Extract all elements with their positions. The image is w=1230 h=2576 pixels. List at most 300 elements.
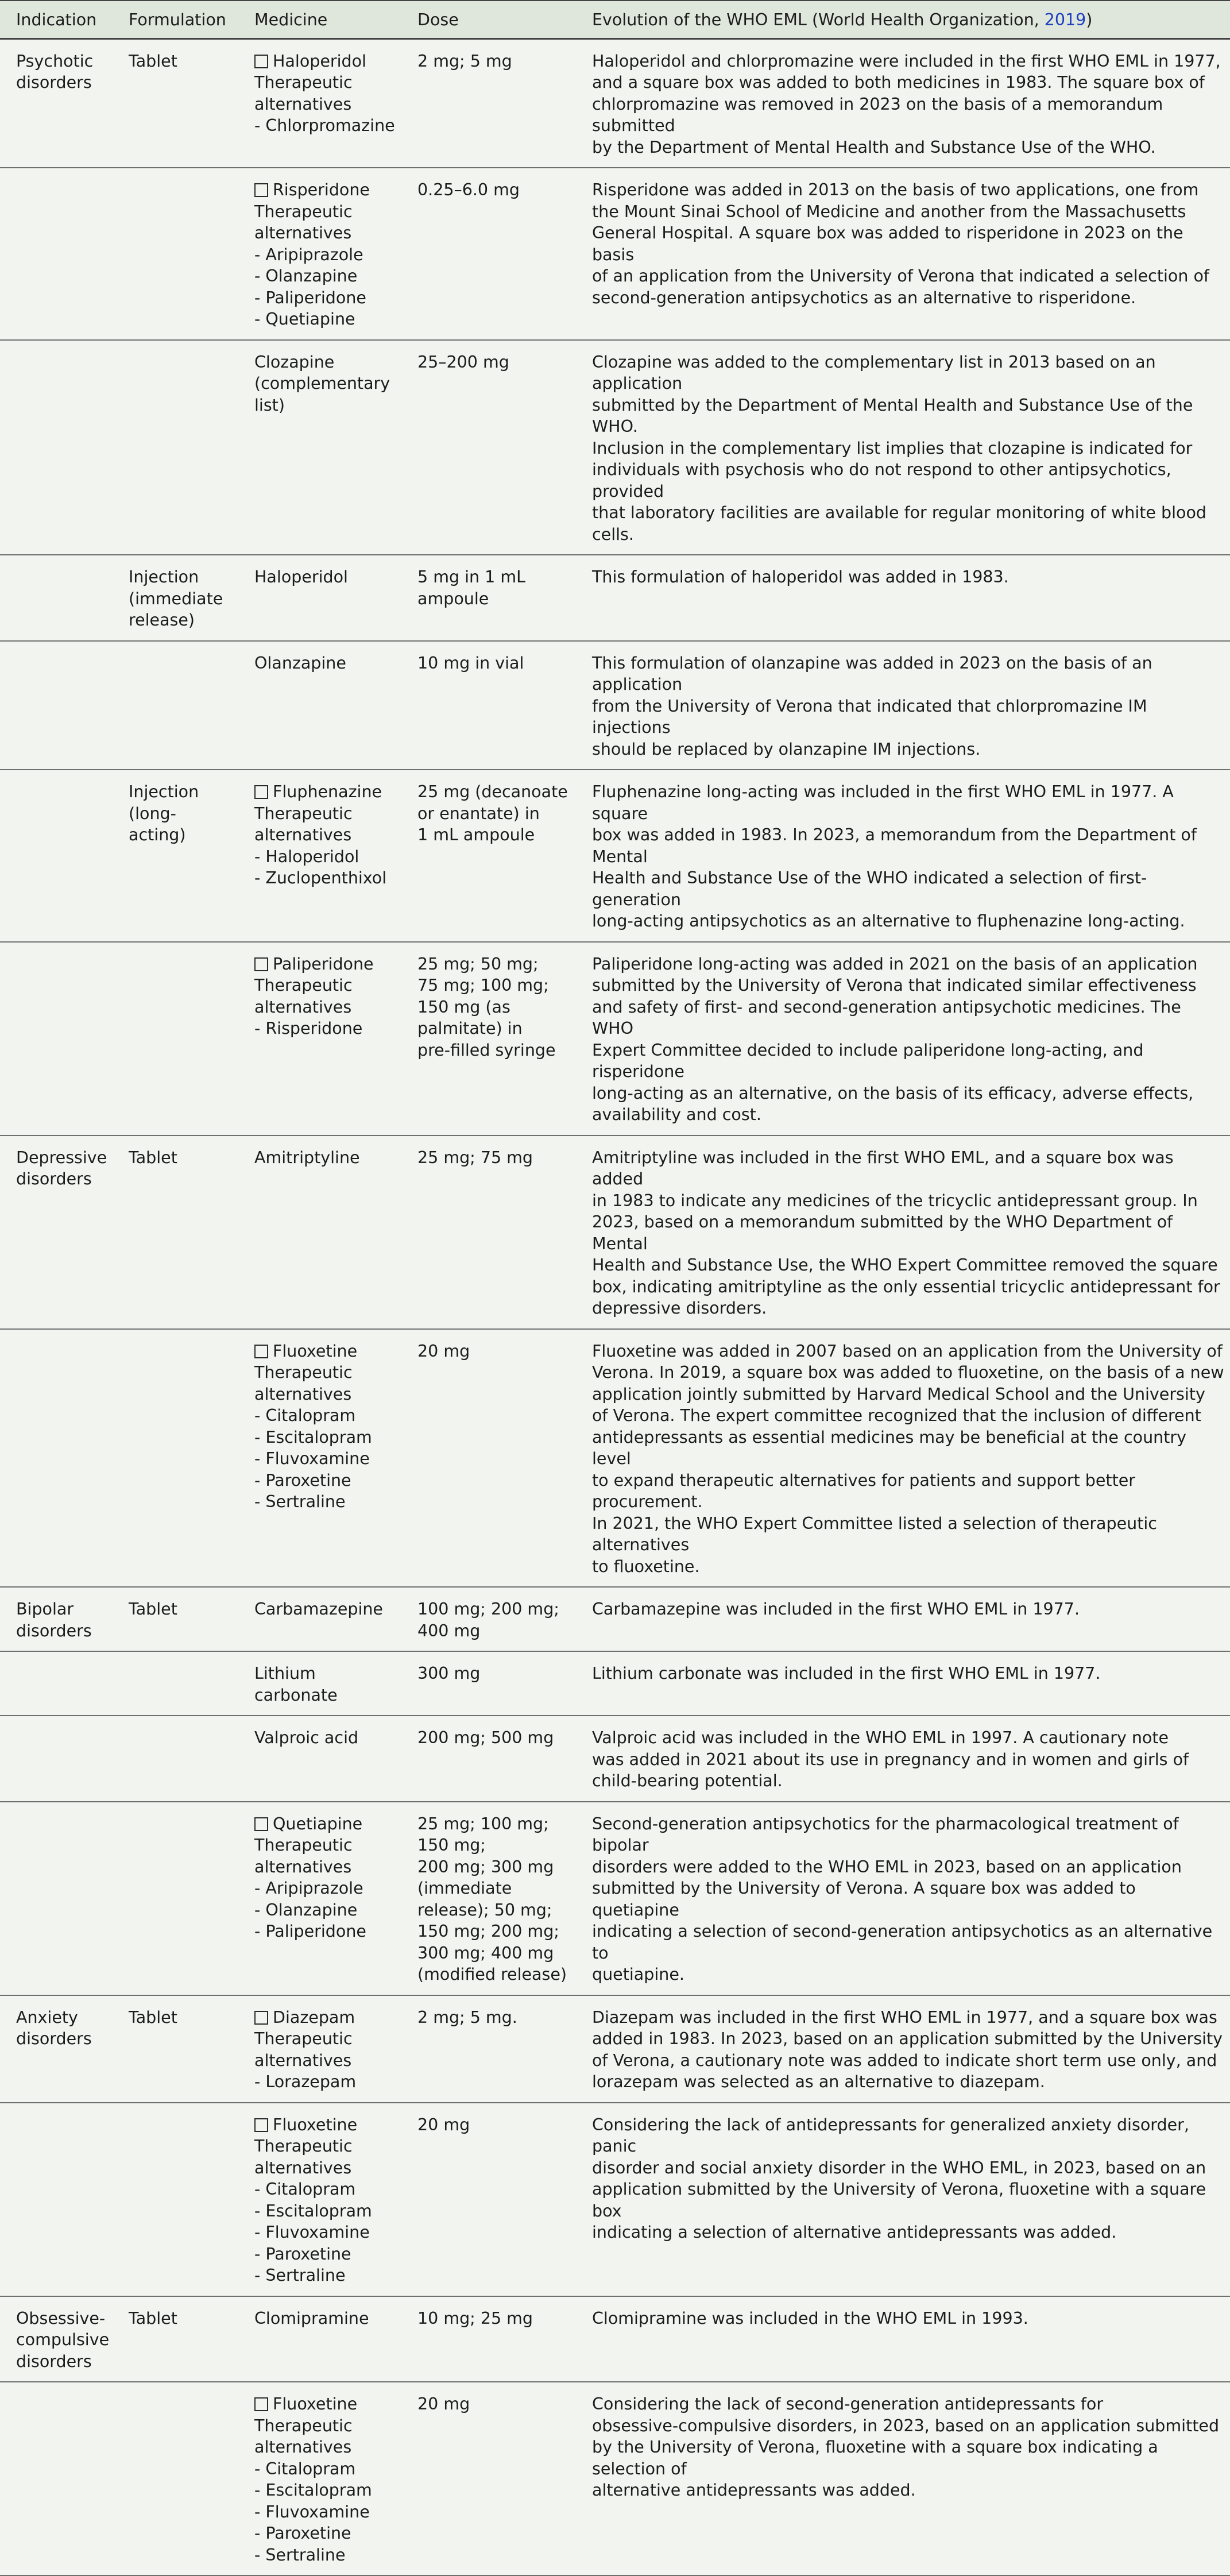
formulation-line [129, 2007, 233, 2029]
medicine-text: - Aripiprazole [254, 245, 363, 264]
evolution-text: second-generation antipsychotics as an alternative to risperidone. [592, 288, 1136, 307]
dose-text: 10 mg; 25 mg [417, 2308, 533, 2328]
evolution-line [592, 1878, 1224, 1921]
medicine-text: Therapeutic [254, 1836, 353, 1855]
medicine-text: Fluphenazine [273, 782, 382, 801]
evolution-text: disorder and social anxiety disorder in the WHO EML, in 2023, based on an [592, 2158, 1206, 2177]
medicine-text: Fluoxetine [273, 2395, 358, 2413]
medicine-text: - Citalopram [254, 1406, 356, 1425]
table-row [0, 168, 1230, 340]
indication-cell [0, 1136, 113, 1329]
medicine-text: - Escitalopram [254, 2481, 372, 2500]
medicine-text: - Risperidone [254, 1019, 363, 1038]
evolution-line [592, 72, 1224, 94]
formulation-cell [113, 1651, 238, 1716]
dose-text: (modified release) [417, 1965, 567, 1984]
indication-line [16, 51, 107, 72]
dose-line [417, 781, 570, 803]
evolution-text: should be replaced by olanzapine IM injections. [592, 739, 981, 759]
formulation-cell [113, 1716, 238, 1802]
medicine-text: Lithium [254, 1664, 316, 1683]
header-dose: Dose [401, 1, 576, 38]
square-box-icon [254, 183, 268, 197]
evolution-line [592, 1813, 1224, 1856]
dose-cell [401, 1587, 576, 1651]
indication-text: Psychotic [16, 51, 94, 71]
medicine-line [254, 2135, 396, 2157]
medicine-text: alternatives [254, 1384, 352, 1404]
table-row [0, 1995, 1230, 2103]
medicine-line [254, 1856, 396, 1878]
evolution-text: individuals with psychosis who do not respond to other antipsychotics, provided [592, 460, 1171, 501]
formulation-line [129, 781, 233, 803]
dose-cell [401, 2382, 576, 2575]
evolution-text: disorders were added to the WHO EML in 2023, based on an application [592, 1857, 1182, 1876]
dose-line [417, 2393, 570, 2415]
evolution-line [592, 566, 1224, 588]
medicine-cell [238, 1716, 401, 1802]
dose-cell [401, 942, 576, 1136]
evolution-line [592, 1598, 1224, 1620]
medicine-text: - Paliperidone [254, 1922, 366, 1941]
table-row [0, 770, 1230, 942]
evolution-cell [576, 168, 1230, 340]
indication-line [16, 1598, 107, 1620]
evolution-line [592, 459, 1224, 502]
dose-line [417, 1620, 570, 1642]
medicine-line [254, 373, 396, 395]
evolution-line [592, 2050, 1224, 2072]
table-row [0, 340, 1230, 555]
medicine-line [254, 1491, 396, 1513]
dose-line [417, 2308, 570, 2330]
evolution-line [592, 1147, 1224, 1190]
medicine-text: - Chlorpromazine [254, 116, 395, 135]
evolution-cell [576, 770, 1230, 942]
medicine-line [254, 201, 396, 223]
formulation-cell [113, 168, 238, 340]
dose-text: 2 mg; 5 mg. [417, 2007, 517, 2027]
evolution-text: Second-generation antipsychotics for the pharmacological treatment of bipolar [592, 1814, 1179, 1855]
evolution-cell [576, 1587, 1230, 1651]
dose-line [417, 1856, 570, 1878]
evolution-text: Lithium carbonate was included in the first WHO EML in 1977. [592, 1664, 1101, 1683]
evolution-text: Clomipramine was included in the WHO EML in 1993. [592, 2308, 1028, 2328]
dose-line [417, 1598, 570, 1620]
formulation-line [129, 1598, 233, 1620]
medicine-text: Therapeutic [254, 976, 353, 995]
table-body [0, 38, 1230, 2575]
dose-line [417, 1921, 570, 1942]
dose-line [417, 1964, 570, 1986]
medicine-text: - Haloperidol [254, 847, 359, 866]
evolution-cell [576, 1329, 1230, 1588]
evolution-text: indicating a selection of alternative antidepressants was added. [592, 2223, 1117, 2242]
table-row [0, 1716, 1230, 1802]
medicine-text: alternatives [254, 1857, 352, 1876]
medicine-line [254, 2544, 396, 2566]
medicine-line [254, 2265, 396, 2287]
medicine-text: - Fluvoxamine [254, 2223, 370, 2242]
evolution-line [592, 179, 1224, 201]
indication-cell [0, 942, 113, 1136]
evolution-line [592, 352, 1224, 395]
evolution-cell [576, 1651, 1230, 1716]
medicine-text: Therapeutic [254, 202, 353, 221]
dose-text: palmitate) in [417, 1019, 523, 1038]
indication-line [16, 2308, 107, 2330]
evolution-text: In 2021, the WHO Expert Committee listed a selection of therapeutic alternatives [592, 1513, 1157, 1554]
medicine-text: Clozapine [254, 352, 335, 372]
medicine-text: (complementary [254, 374, 390, 393]
dose-text: 150 mg (as [417, 997, 510, 1017]
evolution-text: Verona. In 2019, a square box was added to fluoxetine, on the basis of a new [592, 1363, 1224, 1382]
indication-text: Anxiety [16, 2007, 78, 2027]
evolution-line [592, 910, 1224, 932]
table-row [0, 942, 1230, 1136]
evolution-cell [576, 2103, 1230, 2296]
indication-cell [0, 340, 113, 555]
medicine-line [254, 1362, 396, 1384]
medicine-text: - Sertraline [254, 2266, 346, 2285]
evolution-line [592, 1362, 1224, 1384]
dose-text: 150 mg; 200 mg; [417, 1922, 559, 1941]
medicine-text: - Zuclopenthixol [254, 868, 387, 887]
dose-cell [401, 1995, 576, 2103]
evolution-text: of an application from the University of Verona that indicated a selection of [592, 267, 1209, 285]
evolution-text: This formulation of haloperidol was added in 1983. [592, 567, 1009, 586]
indication-cell [0, 1587, 113, 1651]
medicine-cell [238, 770, 401, 942]
evolution-text: long-acting as an alternative, on the basis of its efficacy, adverse effects, [592, 1083, 1194, 1103]
dose-text: 200 mg; 300 mg [417, 1857, 554, 1876]
square-box-icon [254, 55, 268, 68]
medicine-line [254, 2415, 396, 2437]
indication-line [16, 2329, 110, 2351]
evolution-text: of Verona. The expert committee recognized that the inclusion of different [592, 1406, 1201, 1425]
table-row [0, 1136, 1230, 1329]
evolution-line [592, 265, 1224, 287]
formulation-cell [113, 555, 238, 641]
medicine-line [254, 2028, 396, 2050]
dose-line [417, 352, 570, 373]
formulation-text: Tablet [129, 2007, 177, 2027]
dose-text: 5 mg in 1 mL [417, 567, 525, 586]
table-row [0, 1651, 1230, 1716]
dose-line [417, 1878, 570, 1899]
medicine-text: alternatives [254, 94, 352, 114]
dose-line [417, 1341, 570, 1362]
medicine-line [254, 1899, 396, 1921]
medicine-cell [238, 1802, 401, 1995]
square-box-icon [254, 1817, 268, 1831]
evolution-line [592, 1470, 1224, 1513]
table-row [0, 2382, 1230, 2575]
formulation-text: acting) [129, 825, 186, 844]
medicine-cell [238, 1329, 401, 1588]
medicine-text: alternatives [254, 2158, 352, 2177]
medicine-line [254, 2480, 396, 2501]
medicine-text: - Olanzapine [254, 1900, 358, 1920]
medicine-line [254, 1384, 396, 1405]
formulation-text: Tablet [129, 1600, 177, 1619]
dose-cell [401, 641, 576, 770]
formulation-text: Injection [129, 782, 199, 801]
evolution-line [592, 1211, 1224, 1254]
formulation-cell [113, 770, 238, 942]
evolution-line [592, 222, 1224, 265]
indication-line [16, 2351, 107, 2373]
medicine-line [254, 72, 396, 94]
evolution-text: was added in 2021 about its use in pregnancy and in women and girls of [592, 1749, 1189, 1769]
medicine-text: - Lorazepam [254, 2072, 357, 2091]
indication-line [16, 72, 107, 94]
evolution-text: Valproic acid was included in the WHO EML in 1997. A cautionary note [592, 1728, 1169, 1747]
evolution-text: chlorpromazine was removed in 2023 on the basis of a memorandum submitted [592, 94, 1163, 135]
evolution-cell [576, 38, 1230, 168]
medicine-text: - Paroxetine [254, 1470, 351, 1490]
evolution-text: application submitted by the University of Verona, fluoxetine with a square box [592, 2180, 1206, 2220]
evolution-text: Considering the lack of antidepressants for generalized anxiety disorder, panic [592, 2115, 1189, 2156]
evolution-text: alternative antidepressants was added. [592, 2481, 916, 2500]
evolution-cell [576, 2382, 1230, 2575]
evolution-text: of Verona, a cautionary note was added to indicate short term use only, and [592, 2050, 1217, 2070]
medicine-line [254, 2458, 396, 2480]
indication-cell [0, 1716, 113, 1802]
table-row [0, 2103, 1230, 2296]
medicine-cell [238, 555, 401, 641]
dose-cell [401, 2103, 576, 2296]
dose-cell [401, 1651, 576, 1716]
medicine-text: - Escitalopram [254, 1427, 372, 1447]
medicine-text: alternatives [254, 2438, 352, 2457]
evolution-text: Health and Substance Use of the WHO indicated a selection of first-generation [592, 868, 1147, 909]
table-row [0, 555, 1230, 641]
evolution-text: that laboratory facilities are available for regular monitoring of white blood cells. [592, 503, 1206, 544]
evolution-text: quetiapine. [592, 1965, 684, 1984]
medicine-text: Therapeutic [254, 2029, 353, 2048]
dose-line [417, 1727, 570, 1749]
dose-cell [401, 1716, 576, 1802]
table-row [0, 2296, 1230, 2382]
table-row [0, 38, 1230, 168]
evolution-line [592, 1427, 1224, 1470]
citation-link[interactable]: 2019 [1044, 10, 1086, 29]
dose-cell [401, 1329, 576, 1588]
medicine-line [254, 265, 396, 287]
dose-text: pre-filled syringe [417, 1040, 556, 1060]
evolution-line [592, 2415, 1224, 2437]
indication-text: compulsive [16, 2330, 110, 2349]
dose-text: release); 50 mg; [417, 1900, 552, 1920]
formulation-line [129, 588, 233, 610]
table-header [0, 1, 1230, 38]
indication-text: disorders [16, 1621, 92, 1640]
medicine-text: Fluoxetine [273, 2115, 358, 2134]
medicine-text: Haloperidol [254, 567, 348, 586]
dose-text: 2 mg; 5 mg [417, 51, 512, 71]
dose-line [417, 953, 570, 975]
medicine-line [254, 1147, 396, 1169]
evolution-text: Diazepam was included in the first WHO EML in 1977, and a square box was [592, 2007, 1217, 2027]
evolution-line [592, 652, 1224, 696]
evolution-text: antidepressants as essential medicines may be beneficial at the country level [592, 1427, 1186, 1468]
evolution-line [592, 2071, 1224, 2093]
evolution-text: Inclusion in the complementary list implies that clozapine is indicated for [592, 438, 1193, 458]
evolution-cell [576, 1716, 1230, 1802]
evolution-text: and a square box was added to both medicines in 1983. The square box of [592, 73, 1205, 92]
evolution-text: in 1983 to indicate any medicines of the tricyclic antidepressant group. In [592, 1191, 1198, 1210]
evolution-line [592, 395, 1224, 438]
medicine-line [254, 94, 396, 115]
medicine-cell [238, 168, 401, 340]
medicine-text: - Paliperidone [254, 288, 366, 307]
evolution-line [592, 1083, 1224, 1104]
medicine-line [254, 287, 396, 309]
medicine-text: Amitriptyline [254, 1148, 360, 1167]
medicine-text: alternatives [254, 825, 352, 844]
dose-text: 75 mg; 100 mg; [417, 976, 549, 995]
dose-line [417, 1899, 570, 1921]
indication-cell [0, 770, 113, 942]
medicine-line [254, 566, 396, 588]
header-formulation: Formulation [113, 1, 238, 38]
evolution-line [592, 201, 1224, 223]
dose-cell [401, 2296, 576, 2382]
medicine-line [254, 2308, 396, 2330]
evolution-line [592, 1341, 1224, 1362]
evolution-text: to fluoxetine. [592, 1557, 700, 1576]
medicine-line [254, 2157, 396, 2179]
medicine-text: Therapeutic [254, 2416, 353, 2435]
square-box-icon [254, 957, 268, 971]
evolution-cell [576, 641, 1230, 770]
evolution-line [592, 953, 1224, 975]
formulation-cell [113, 2103, 238, 2296]
dose-line [417, 1040, 570, 1061]
evolution-line [592, 1104, 1224, 1126]
dose-line [417, 1663, 570, 1685]
indication-text: Depressive [16, 1148, 107, 1167]
dose-line [417, 652, 570, 674]
table-row [0, 1587, 1230, 1651]
medicine-text: - Paroxetine [254, 2524, 351, 2543]
evolution-line [592, 287, 1224, 309]
dose-text: 20 mg [417, 2115, 470, 2134]
dose-line [417, 997, 570, 1018]
medicine-line [254, 1448, 396, 1470]
formulation-cell [113, 2382, 238, 2575]
dose-line [417, 179, 570, 201]
medicine-cell [238, 1136, 401, 1329]
evolution-cell [576, 1136, 1230, 1329]
evolution-line [592, 1513, 1224, 1556]
medicine-text: alternatives [254, 2050, 352, 2070]
evolution-line [592, 739, 1224, 760]
medicine-cell [238, 1651, 401, 1716]
evolution-cell [576, 555, 1230, 641]
square-box-icon [254, 2011, 268, 2025]
medicine-cell [238, 641, 401, 770]
indication-cell [0, 641, 113, 770]
medicine-text: Carbamazepine [254, 1600, 383, 1619]
medicine-text: - Aripiprazole [254, 1879, 363, 1898]
medicine-line [254, 1018, 396, 1040]
dose-text: 150 mg; [417, 1836, 486, 1855]
medicine-text: alternatives [254, 223, 352, 242]
evolution-line [592, 2222, 1224, 2243]
evolution-text: General Hospital. A square box was added to risperidone in 2023 on the basis [592, 223, 1183, 264]
medicine-line [254, 1685, 396, 1706]
medicine-line [254, 308, 396, 330]
medicine-text: - Citalopram [254, 2180, 356, 2199]
evolution-line [592, 975, 1224, 997]
medicine-cell [238, 340, 401, 555]
evolution-text: from the University of Verona that indicated that chlorpromazine IM injections [592, 696, 1147, 737]
medicine-line [254, 1470, 396, 1492]
medicine-text: Valproic acid [254, 1728, 359, 1747]
medicine-line [254, 2071, 396, 2093]
indication-line [16, 1168, 107, 1190]
medicine-cell [238, 2296, 401, 2382]
dose-cell [401, 340, 576, 555]
formulation-cell [113, 340, 238, 555]
medicine-line [254, 1727, 396, 1749]
evolution-text: Paliperidone long-acting was added in 2021 on the basis of an application [592, 954, 1198, 974]
evolution-line [592, 1727, 1224, 1749]
dose-line [417, 803, 570, 825]
evolution-line [592, 2179, 1224, 2222]
evolution-text: to expand therapeutic alternatives for patients and support better procurement. [592, 1470, 1135, 1511]
medicine-cell [238, 942, 401, 1136]
indication-cell [0, 1651, 113, 1716]
evolution-text: depressive disorders. [592, 1299, 767, 1318]
indication-text: Bipolar [16, 1600, 74, 1619]
medicine-text: Risperidone [273, 180, 370, 199]
evolution-line [592, 1749, 1224, 1771]
evolution-cell [576, 2296, 1230, 2382]
evolution-text: obsessive-compulsive disorders, in 2023, based on an application submitted [592, 2416, 1220, 2435]
table-row [0, 1802, 1230, 1995]
medicine-line [254, 953, 396, 975]
medicine-text: list) [254, 395, 285, 415]
evolution-text: Clozapine was added to the complementary list in 2013 based on an application [592, 352, 1156, 393]
dose-line [417, 1147, 570, 1169]
evolution-text: Considering the lack of second-generation antidepressants for [592, 2395, 1104, 2413]
medicine-line [254, 1813, 396, 1835]
formulation-text: Tablet [129, 2308, 177, 2328]
formulation-line [129, 1147, 233, 1169]
indication-cell [0, 1802, 113, 1995]
medicine-text: Therapeutic [254, 1363, 353, 1382]
evolution-line [592, 2480, 1224, 2501]
evolution-text: box, indicating amitriptyline as the only essential tricyclic antidepressant for [592, 1277, 1220, 1296]
medicine-line [254, 2523, 396, 2544]
header-evolution-text: Evolution of the WHO EML (World Health Organization, [592, 10, 1045, 29]
evolution-line [592, 438, 1224, 459]
evolution-cell [576, 1802, 1230, 1995]
medicine-line [254, 2114, 396, 2136]
dose-text: 400 mg [417, 1621, 481, 1640]
formulation-cell [113, 1329, 238, 1588]
medicine-line [254, 2050, 396, 2072]
medicine-line [254, 2179, 396, 2200]
evolution-line [592, 1040, 1224, 1083]
evolution-line [592, 502, 1224, 545]
indication-cell [0, 2296, 113, 2382]
medicine-line [254, 1405, 396, 1427]
header-evolution [576, 1, 1230, 38]
